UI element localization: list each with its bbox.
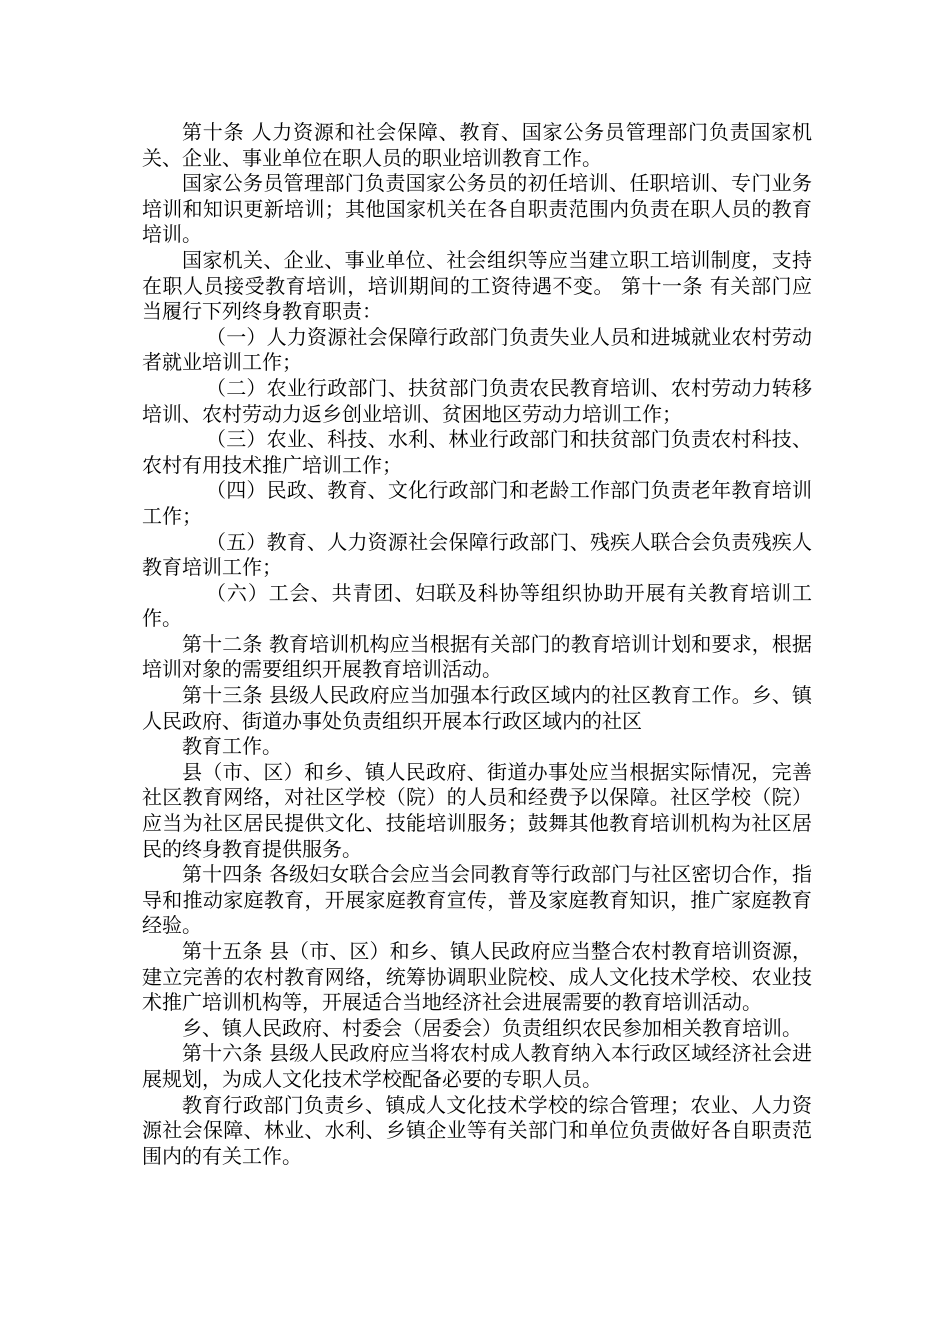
list-item-1: （一）人力资源社会保障行政部门负责失业人员和进城就业农村劳动者就业培训工作； — [142, 324, 812, 375]
list-item-2: （二）农业行政部门、扶贫部门负责农民教育培训、农村劳动力转移培训、农村劳动力返乡创业培训、贫困地区劳动力培训工作； — [142, 375, 812, 426]
list-item-5: （五）教育、人力资源社会保障行政部门、残疾人联合会负责残疾人教育培训工作； — [142, 529, 812, 580]
paragraph-article-14: 第十四条 各级妇女联合会应当会同教育等行政部门与社区密切合作，指导和推动家庭教育，开展家庭教育宣传，普及家庭教育知识，推广家庭教育经验。 — [142, 862, 812, 938]
paragraph-article-10: 第十条 人力资源和社会保障、教育、国家公务员管理部门负责国家机关、企业、事业单位在职人员的职业培训教育工作。 — [142, 120, 812, 170]
paragraph-article-13-continuation: 教育工作。 — [182, 734, 282, 759]
paragraph-article-13: 第十三条 县级人民政府应当加强本行政区域内的社区教育工作。乡、镇人民政府、街道办事处负责组织开展本行政区域内的社区 — [142, 683, 812, 733]
list-item-6: （六）工会、共青团、妇联及科协等组织协助开展有关教育培训工作。 — [142, 580, 812, 631]
list-item-4: （四）民政、教育、文化行政部门和老龄工作部门负责老年教育培训工作； — [142, 478, 812, 528]
document-page — [142, 120, 812, 1169]
paragraph-rural-training: 乡、镇人民政府、村委会（居委会）负责组织农民参加相关教育培训。 — [182, 1015, 802, 1040]
paragraph-article-16: 第十六条 县级人民政府应当将农村成人教育纳入本行政区域经济社会进展规划，为成人文化技术学校配备必要的专职人员。 — [142, 1041, 812, 1091]
paragraph-article-12: 第十二条 教育培训机构应当根据有关部门的教育培训计划和要求，根据培训对象的需要组织开展教育培训活动。 — [142, 631, 812, 682]
paragraph-civil-servant-training: 国家公务员管理部门负责国家公务员的初任培训、任职培训、专门业务培训和知识更新培训；其他国家机关在各自职责范围内负责在职人员的教育培训。 — [142, 171, 812, 247]
paragraph-article-15: 第十五条 县（市、区）和乡、镇人民政府应当整合农村教育培训资源，建立完善的农村教育网络，统筹协调职业院校、成人文化技术学校、农业技术推广培训机构等，开展适合当地经济社会进展需要的教育培训活动。 — [142, 939, 812, 1015]
paragraph-community-education: 县（市、区）和乡、镇人民政府、街道办事处应当根据实际情况，完善社区教育网络，对社区学校（院）的人员和经费予以保障。社区学校（院）应当为社区居民提供文化、技能培训服务；鼓舞其他教育培训机构为社区居民的终身教育提供服务。 — [142, 759, 812, 861]
paragraph-education-administration: 教育行政部门负责乡、镇成人文化技术学校的综合管理；农业、人力资源社会保障、林业、水利、乡镇企业等有关部门和单位负责做好各自职责范围内的有关工作。 — [142, 1092, 812, 1168]
list-item-3: （三）农业、科技、水利、林业行政部门和扶贫部门负责农村科技、农村有用技术推广培训工作； — [142, 427, 812, 477]
paragraph-employee-training-and-article-11: 国家机关、企业、事业单位、社会组织等应当建立职工培训制度，支持在职人员接受教育培训，培训期间的工资待遇不变。 第十一条 有关部门应当履行下列终身教育职责： — [142, 247, 812, 324]
